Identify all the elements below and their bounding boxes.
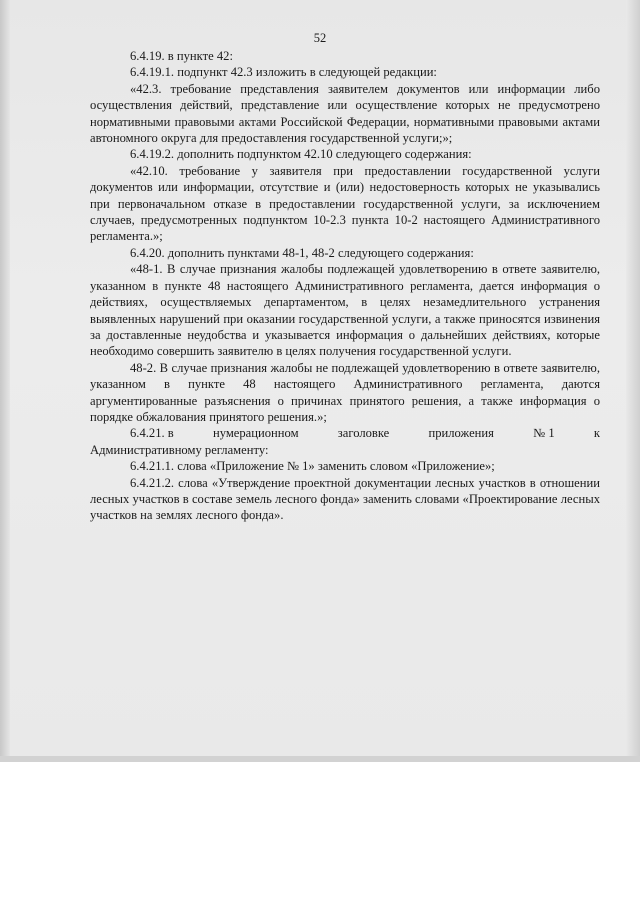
paragraph: 6.4.21.1. слова «Приложение № 1» заменить словом «Приложение»; <box>130 459 495 474</box>
paragraph: 6.4.21.2. слова «Утверждение проектной документации лесных участков в отношении лесных участков в составе земель лесного фонда» заменить словами «Проектирование лесных участков на землях лесного фонда». <box>90 475 600 523</box>
appendix-heading-continuation: Административному регламенту: <box>90 442 269 457</box>
paragraph: 6.4.19. в пункте 42: <box>130 49 233 63</box>
paragraph: 48-2. В случае признания жалобы не подлежащей удовлетворению в ответе заявителю, указанном в пункте 48 настоящего Административного регламента, даются аргументированные разъяснения о причинах принятого решения, а также информация о порядке обжалования принятого решения.»; <box>90 360 600 424</box>
appendix-word: нумерационном <box>212 426 299 441</box>
page-number: 52 <box>313 31 327 45</box>
paragraph: «42.3. требование представления заявителем документов или информации либо осуществления действий, представление или осуществление которых не предусмотрено нормативными правовыми актами Российской Федерации, нормативными правовыми актами автономного округа для предоставления государственной услуги;»; <box>90 81 600 146</box>
document-body <box>90 48 600 524</box>
appendix-word: заголовке <box>337 426 390 441</box>
paragraph: «42.10. требование у заявителя при предоставлении государственной услуги документов или информации, отсутствие и (или) недостоверность которых не указывались при первоначальном отказе в предоставлении государственной услуги, за исключением случаев, предусмотренных подпунктом 10-2.3 пункта 10-2 настоящего Административного регламента.»; <box>90 163 600 244</box>
page-edge-bottom <box>0 756 640 762</box>
paragraph: 6.4.19.1. подпункт 42.3 изложить в следующей редакции: <box>130 65 437 80</box>
paragraph: «48-1. В случае признания жалобы подлежащей удовлетворению в ответе заявителю, указанном в пункте 48 настоящего Административного регламента, дается информация о действиях, осуществляемых департаментом, в целях незамедлительного устранения выявленных нарушений при оказании государственной услуги, а также приносятся извинения за доставленные неудобства и указывается информация о дальнейших действиях, которые необходимо совершить заявителю в целях получения государственной услуги. <box>90 262 600 359</box>
appendix-heading-line <box>130 425 600 441</box>
appendix-word: 6.4.21. в <box>130 426 174 441</box>
appendix-word: к <box>593 426 600 441</box>
appendix-word: приложения <box>428 426 494 441</box>
page-edge-left <box>0 0 10 762</box>
appendix-word: № 1 <box>533 426 555 441</box>
paragraph: 6.4.19.2. дополнить подпунктом 42.10 следующего содержания: <box>130 147 472 162</box>
page-edge-right <box>626 0 640 762</box>
paragraph: 6.4.20. дополнить пунктами 48-1, 48-2 следующего содержания: <box>130 245 474 260</box>
